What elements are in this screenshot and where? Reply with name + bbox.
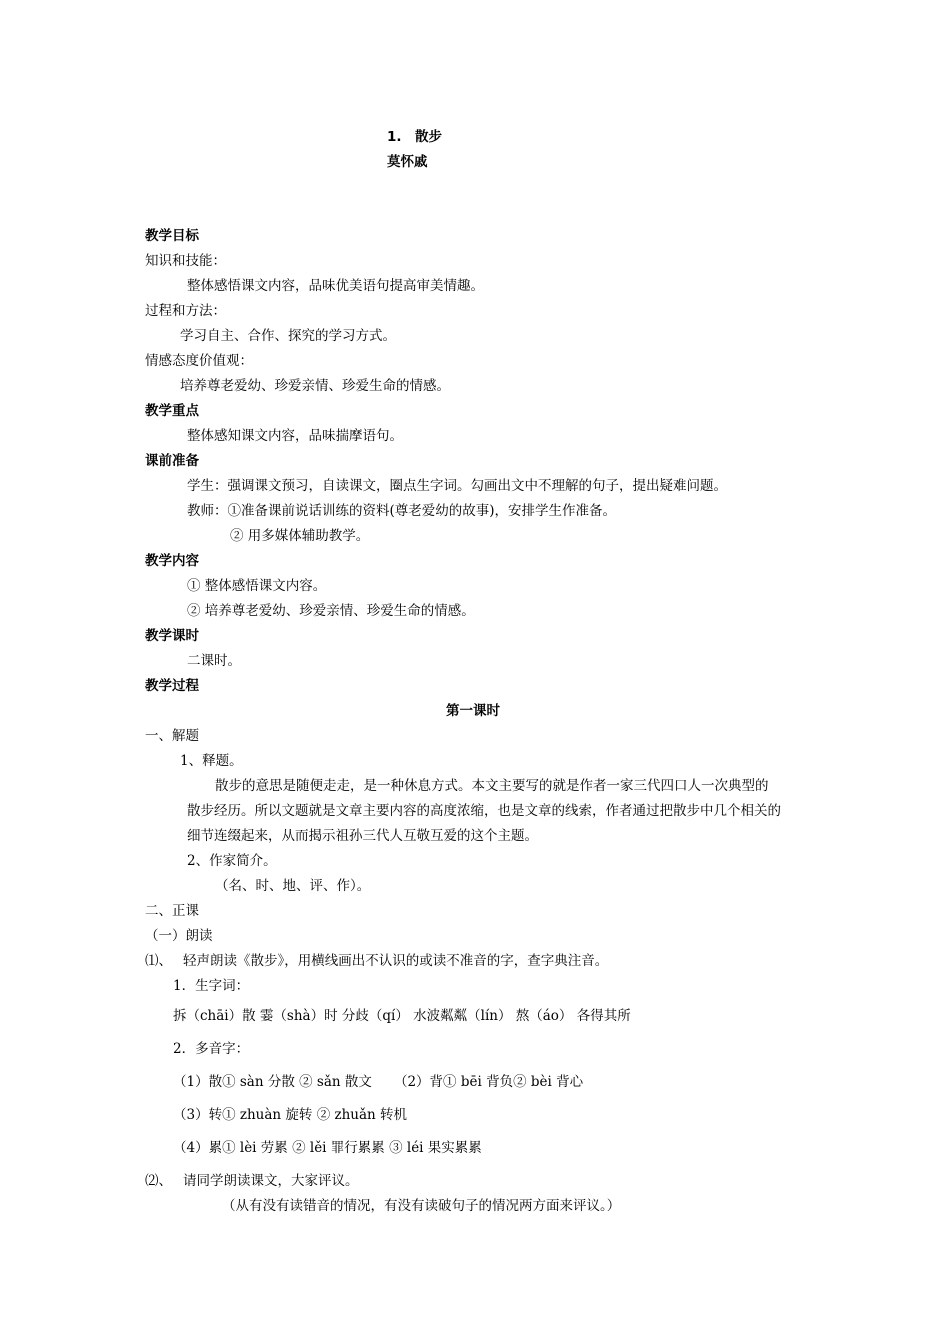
label-knowledge-skills: 知识和技能： (145, 253, 226, 269)
text-author-intro-items: （名、时、地、评、作）。 (215, 878, 371, 894)
author-name: 莫怀戚 (387, 154, 428, 170)
text-key-points: 整体感知课文内容，品味揣摩语句。 (187, 428, 403, 444)
text-reading-step-1: ⑴、 轻声朗读《散步》，用横线画出不认识的或读不准音的字，查字典注音。 (145, 953, 609, 969)
text-part2-title: 二、正课 (145, 903, 199, 919)
text-prep-media: ② 用多媒体辅助教学。 (230, 528, 370, 544)
text-part1-title: 一、解题 (145, 728, 199, 744)
text-polyphonic-1: （1）散① sàn 分散 ② sǎn 散文 （2）背① bēi 背负② bèi 背心 (173, 1074, 584, 1090)
paragraph-line-1: 散步的意思是随便走走，是一种休息方式。本文主要写的就是作者一家三代四口人一次典型的 (215, 778, 769, 794)
label-emotional-values: 情感态度价值观： (145, 353, 253, 369)
document-title: 1. 散步 (387, 129, 443, 145)
heading-key-points: 教学重点 (145, 403, 199, 419)
text-explain-title: 1、释题。 (180, 753, 243, 769)
text-process-method: 学习自主、合作、探究的学习方式。 (180, 328, 396, 344)
heading-content: 教学内容 (145, 553, 199, 569)
text-new-words-label: 1．生字词： (173, 978, 250, 994)
text-content-2: ② 培养尊老爱幼、珍爱亲情、珍爱生命的情感。 (187, 603, 475, 619)
text-lesson-hours: 二课时。 (187, 653, 241, 669)
text-reading-title: （一）朗读 (145, 928, 213, 944)
text-prep-teacher: 教师：①准备课前说话训练的资料(尊老爱幼的故事)，安排学生作准备。 (187, 503, 617, 519)
heading-preparation: 课前准备 (145, 453, 199, 469)
heading-teaching-goals: 教学目标 (145, 228, 199, 244)
text-polyphonic-label: 2．多音字： (173, 1041, 250, 1057)
text-reading-step-2: ⑵、 请同学朗读课文，大家评议。 (145, 1173, 359, 1189)
text-prep-student: 学生：强调课文预习，自读课文，圈点生字词。勾画出文中不理解的句子，提出疑难问题。 (187, 478, 727, 494)
text-polyphonic-3: （4）累① lèi 劳累 ② lěi 罪行累累 ③ léi 果实累累 (173, 1140, 482, 1156)
text-emotional-values: 培养尊老爱幼、珍爱亲情、珍爱生命的情感。 (180, 378, 450, 394)
text-content-1: ① 整体感悟课文内容。 (187, 578, 327, 594)
text-reading-step-2-note: （从有没有读错音的情况，有没有读破句子的情况两方面来评议。） (222, 1198, 621, 1214)
label-process-method: 过程和方法： (145, 303, 226, 319)
text-new-words: 拆（chāi）散 霎（shà）时 分歧（qí） 水波粼粼（lín） 熬（áo） 各得其所 (173, 1008, 631, 1024)
text-author-intro: 2、作家简介。 (187, 853, 277, 869)
heading-lesson-hours: 教学课时 (145, 628, 199, 644)
text-polyphonic-2: （3）转① zhuàn 旋转 ② zhuǎn 转机 (173, 1107, 408, 1123)
text-knowledge-skills: 整体感悟课文内容，品味优美语句提高审美情趣。 (187, 278, 484, 294)
heading-process: 教学过程 (145, 678, 199, 694)
subheading-first-lesson: 第一课时 (446, 703, 500, 719)
paragraph-line-2: 散步经历。所以文题就是文章主要内容的高度浓缩，也是文章的线索，作者通过把散步中几个相关的 (187, 803, 781, 819)
paragraph-line-3: 细节连缀起来，从而揭示祖孙三代人互敬互爱的这个主题。 (187, 828, 538, 844)
